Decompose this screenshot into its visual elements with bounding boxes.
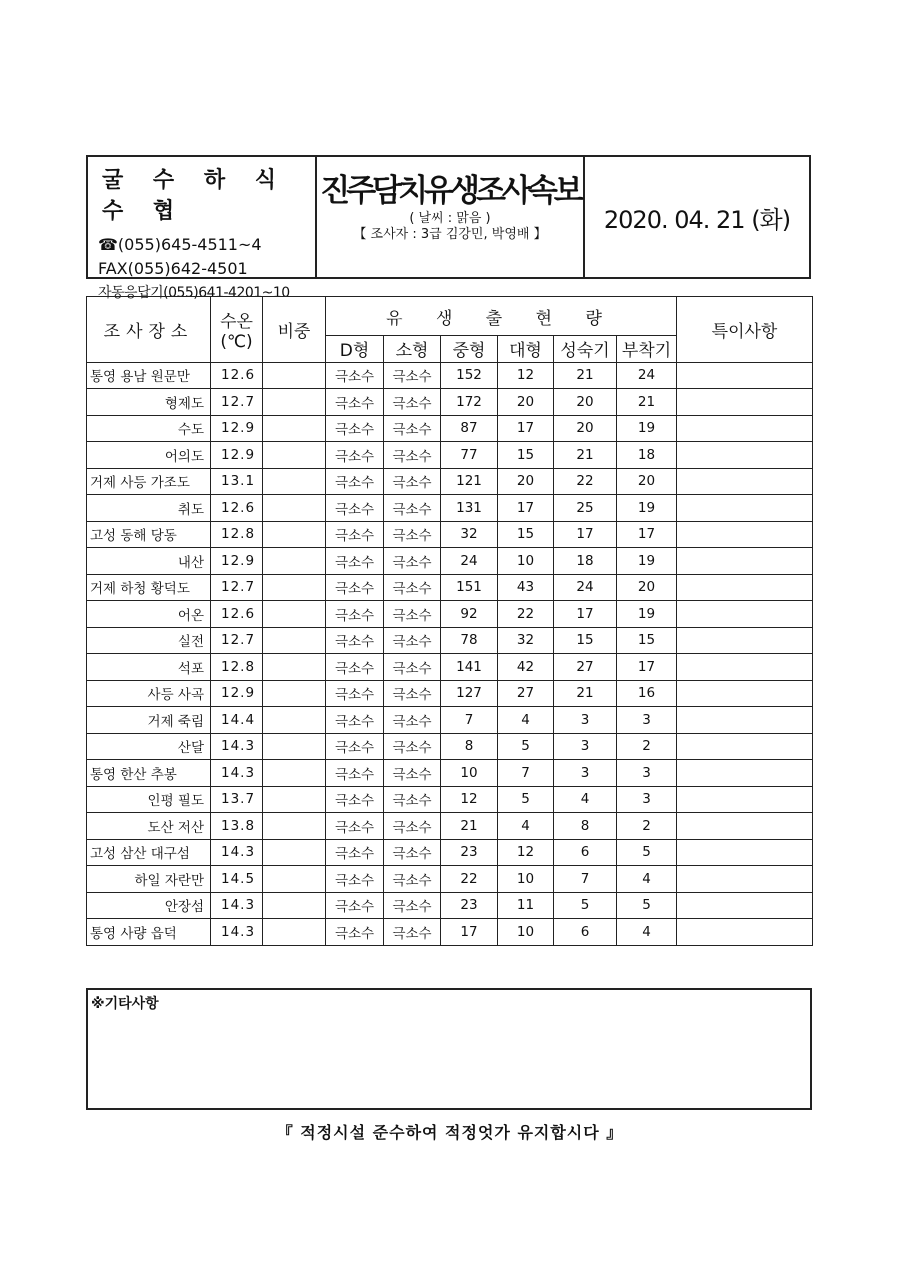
cell-attached: 3: [617, 760, 677, 787]
header-specific-gravity: 비중: [263, 297, 326, 363]
cell-remarks: [677, 919, 813, 946]
cell-remarks: [677, 362, 813, 389]
cell-attached: 21: [617, 389, 677, 416]
cell-remarks: [677, 574, 813, 601]
cell-specific-gravity: [263, 521, 326, 548]
cell-medium: 23: [441, 839, 498, 866]
cell-water-temp: 12.6: [211, 495, 263, 522]
cell-large: 32: [498, 627, 554, 654]
table-row: [87, 521, 813, 548]
cell-remarks: [677, 548, 813, 575]
cell-small: 극소수: [384, 548, 441, 575]
cell-d-type: 극소수: [326, 495, 384, 522]
weather: ( 날씨 : 맑음 ): [409, 211, 491, 226]
cell-d-type: 극소수: [326, 654, 384, 681]
cell-water-temp: 12.9: [211, 415, 263, 442]
cell-location: 산달: [87, 733, 211, 760]
cell-mature: 21: [554, 362, 617, 389]
cell-medium: 22: [441, 866, 498, 893]
header-larvae-group: 유 생 출 현 량: [326, 297, 677, 336]
cell-specific-gravity: [263, 892, 326, 919]
cell-d-type: 극소수: [326, 362, 384, 389]
cell-remarks: [677, 495, 813, 522]
cell-specific-gravity: [263, 362, 326, 389]
cell-mature: 17: [554, 601, 617, 628]
cell-location: 하일 자란만: [87, 866, 211, 893]
cell-attached: 18: [617, 442, 677, 469]
cell-medium: 127: [441, 680, 498, 707]
phone-number: ☎(055)645-4511~4: [98, 235, 262, 254]
cell-water-temp: 12.7: [211, 389, 263, 416]
cell-small: 극소수: [384, 601, 441, 628]
cell-small: 극소수: [384, 786, 441, 813]
cell-specific-gravity: [263, 866, 326, 893]
cell-medium: 21: [441, 813, 498, 840]
cell-specific-gravity: [263, 654, 326, 681]
cell-location: 실전: [87, 627, 211, 654]
surveyor: 【 조사자 : 3급 김강민, 박영배 】: [353, 227, 547, 242]
cell-large: 4: [498, 813, 554, 840]
cell-location: 도산 저산: [87, 813, 211, 840]
cell-medium: 141: [441, 654, 498, 681]
cell-water-temp: 12.9: [211, 442, 263, 469]
other-notes-label: ※기타사항: [91, 996, 159, 1012]
cell-remarks: [677, 389, 813, 416]
cell-mature: 3: [554, 733, 617, 760]
cell-water-temp: 12.8: [211, 521, 263, 548]
cell-large: 27: [498, 680, 554, 707]
cell-d-type: 극소수: [326, 627, 384, 654]
cell-water-temp: 14.3: [211, 839, 263, 866]
cell-water-temp: 14.3: [211, 733, 263, 760]
fax-number: FAX(055)642-4501: [98, 259, 248, 278]
cell-small: 극소수: [384, 442, 441, 469]
cell-remarks: [677, 442, 813, 469]
cell-large: 12: [498, 839, 554, 866]
cell-water-temp: 14.4: [211, 707, 263, 734]
cell-d-type: 극소수: [326, 786, 384, 813]
cell-specific-gravity: [263, 839, 326, 866]
title-block: [317, 157, 585, 277]
cell-medium: 78: [441, 627, 498, 654]
cell-specific-gravity: [263, 707, 326, 734]
cell-d-type: 극소수: [326, 733, 384, 760]
cell-specific-gravity: [263, 468, 326, 495]
cell-water-temp: 12.9: [211, 680, 263, 707]
header-attached: 부착기: [617, 336, 677, 363]
cell-medium: 7: [441, 707, 498, 734]
cell-medium: 77: [441, 442, 498, 469]
cell-small: 극소수: [384, 866, 441, 893]
cell-small: 극소수: [384, 654, 441, 681]
cell-water-temp: 12.7: [211, 627, 263, 654]
cell-medium: 87: [441, 415, 498, 442]
cell-remarks: [677, 680, 813, 707]
table-row: [87, 654, 813, 681]
other-notes-box: [86, 988, 812, 1110]
cell-small: 극소수: [384, 389, 441, 416]
cell-remarks: [677, 733, 813, 760]
header-remarks: 특이사항: [677, 297, 813, 363]
cell-water-temp: 12.9: [211, 548, 263, 575]
cell-small: 극소수: [384, 468, 441, 495]
cell-d-type: 극소수: [326, 601, 384, 628]
cell-attached: 4: [617, 919, 677, 946]
table-row: [87, 627, 813, 654]
cell-mature: 24: [554, 574, 617, 601]
cell-location: 인평 필도: [87, 786, 211, 813]
cell-large: 42: [498, 654, 554, 681]
cell-location: 거제 사등 가조도: [87, 468, 211, 495]
cell-d-type: 극소수: [326, 813, 384, 840]
cell-water-temp: 12.8: [211, 654, 263, 681]
cell-d-type: 극소수: [326, 415, 384, 442]
cell-medium: 23: [441, 892, 498, 919]
cell-location: 석포: [87, 654, 211, 681]
cell-small: 극소수: [384, 919, 441, 946]
cell-location: 고성 동해 당동: [87, 521, 211, 548]
cell-medium: 92: [441, 601, 498, 628]
cell-attached: 3: [617, 707, 677, 734]
table-row: [87, 892, 813, 919]
cell-mature: 3: [554, 707, 617, 734]
cell-specific-gravity: [263, 760, 326, 787]
cell-small: 극소수: [384, 760, 441, 787]
cell-remarks: [677, 866, 813, 893]
table-row: [87, 760, 813, 787]
cell-d-type: 극소수: [326, 548, 384, 575]
cell-attached: 17: [617, 521, 677, 548]
cell-d-type: 극소수: [326, 521, 384, 548]
cell-large: 15: [498, 442, 554, 469]
cell-specific-gravity: [263, 601, 326, 628]
cell-medium: 151: [441, 574, 498, 601]
cell-specific-gravity: [263, 548, 326, 575]
cell-specific-gravity: [263, 733, 326, 760]
cell-remarks: [677, 707, 813, 734]
larvae-survey-table: [86, 296, 813, 946]
cell-d-type: 극소수: [326, 574, 384, 601]
cell-small: 극소수: [384, 627, 441, 654]
cell-location: 내산: [87, 548, 211, 575]
cell-large: 17: [498, 415, 554, 442]
cell-large: 20: [498, 389, 554, 416]
cell-large: 12: [498, 362, 554, 389]
cell-small: 극소수: [384, 521, 441, 548]
cell-specific-gravity: [263, 495, 326, 522]
cell-small: 극소수: [384, 892, 441, 919]
table-row: [87, 866, 813, 893]
cell-d-type: 극소수: [326, 919, 384, 946]
cell-remarks: [677, 415, 813, 442]
cell-mature: 18: [554, 548, 617, 575]
table-row: [87, 919, 813, 946]
cell-d-type: 극소수: [326, 707, 384, 734]
cell-mature: 6: [554, 839, 617, 866]
cell-small: 극소수: [384, 495, 441, 522]
cell-attached: 15: [617, 627, 677, 654]
cell-large: 15: [498, 521, 554, 548]
cell-mature: 3: [554, 760, 617, 787]
cell-water-temp: 12.6: [211, 601, 263, 628]
cell-medium: 172: [441, 389, 498, 416]
header-water-temp: 수온 (℃): [211, 297, 263, 363]
cell-mature: 15: [554, 627, 617, 654]
table-row: [87, 495, 813, 522]
cell-specific-gravity: [263, 919, 326, 946]
cell-remarks: [677, 627, 813, 654]
cell-attached: 5: [617, 839, 677, 866]
cell-specific-gravity: [263, 415, 326, 442]
table-row: [87, 707, 813, 734]
organization-info: [88, 157, 317, 301]
cell-large: 4: [498, 707, 554, 734]
cell-d-type: 극소수: [326, 892, 384, 919]
cell-water-temp: 13.8: [211, 813, 263, 840]
cell-small: 극소수: [384, 813, 441, 840]
cell-large: 7: [498, 760, 554, 787]
cell-specific-gravity: [263, 389, 326, 416]
cell-location: 통영 용남 원문만: [87, 362, 211, 389]
cell-remarks: [677, 839, 813, 866]
organization-name: 굴 수 하 식 수 협: [102, 168, 287, 224]
table-row: [87, 601, 813, 628]
cell-mature: 7: [554, 866, 617, 893]
cell-small: 극소수: [384, 733, 441, 760]
cell-attached: 16: [617, 680, 677, 707]
cell-large: 20: [498, 468, 554, 495]
cell-large: 17: [498, 495, 554, 522]
cell-attached: 3: [617, 786, 677, 813]
cell-attached: 19: [617, 495, 677, 522]
table-row: [87, 415, 813, 442]
cell-attached: 19: [617, 415, 677, 442]
cell-large: 10: [498, 866, 554, 893]
cell-medium: 10: [441, 760, 498, 787]
cell-remarks: [677, 760, 813, 787]
cell-specific-gravity: [263, 813, 326, 840]
cell-remarks: [677, 654, 813, 681]
report-header: [86, 155, 811, 301]
cell-mature: 21: [554, 680, 617, 707]
cell-mature: 27: [554, 654, 617, 681]
cell-location: 수도: [87, 415, 211, 442]
cell-attached: 4: [617, 866, 677, 893]
cell-d-type: 극소수: [326, 760, 384, 787]
header-small: 소형: [384, 336, 441, 363]
cell-location: 거제 죽림: [87, 707, 211, 734]
table-row: [87, 389, 813, 416]
report-title: 진주담치유생조사속보: [320, 173, 580, 209]
table-row: [87, 548, 813, 575]
cell-d-type: 극소수: [326, 389, 384, 416]
header-location: 조사장소: [87, 297, 211, 363]
table-row: [87, 362, 813, 389]
cell-specific-gravity: [263, 680, 326, 707]
table-row: [87, 574, 813, 601]
cell-large: 10: [498, 548, 554, 575]
table-row: [87, 733, 813, 760]
cell-attached: 19: [617, 601, 677, 628]
cell-medium: 17: [441, 919, 498, 946]
cell-location: 거제 하청 황덕도: [87, 574, 211, 601]
cell-location: 안장섬: [87, 892, 211, 919]
header-medium: 중형: [441, 336, 498, 363]
cell-water-temp: 12.6: [211, 362, 263, 389]
cell-location: 통영 한산 추봉: [87, 760, 211, 787]
header-mature: 성숙기: [554, 336, 617, 363]
cell-water-temp: 14.3: [211, 892, 263, 919]
cell-medium: 152: [441, 362, 498, 389]
cell-mature: 6: [554, 919, 617, 946]
cell-location: 어의도: [87, 442, 211, 469]
date-block: [585, 157, 809, 277]
cell-location: 고성 삼산 대구섬: [87, 839, 211, 866]
cell-location: 취도: [87, 495, 211, 522]
cell-water-temp: 13.7: [211, 786, 263, 813]
cell-attached: 20: [617, 574, 677, 601]
cell-small: 극소수: [384, 680, 441, 707]
cell-remarks: [677, 468, 813, 495]
auto-answer-number: 자동응답기(055)641-4201~10: [98, 285, 290, 301]
cell-medium: 24: [441, 548, 498, 575]
cell-mature: 25: [554, 495, 617, 522]
cell-mature: 8: [554, 813, 617, 840]
cell-small: 극소수: [384, 362, 441, 389]
cell-large: 22: [498, 601, 554, 628]
cell-water-temp: 14.3: [211, 919, 263, 946]
cell-location: 형제도: [87, 389, 211, 416]
cell-attached: 20: [617, 468, 677, 495]
table-row: [87, 813, 813, 840]
cell-water-temp: 13.1: [211, 468, 263, 495]
cell-mature: 17: [554, 521, 617, 548]
cell-small: 극소수: [384, 707, 441, 734]
cell-attached: 24: [617, 362, 677, 389]
cell-mature: 22: [554, 468, 617, 495]
cell-specific-gravity: [263, 627, 326, 654]
cell-small: 극소수: [384, 839, 441, 866]
cell-mature: 4: [554, 786, 617, 813]
cell-small: 극소수: [384, 574, 441, 601]
cell-water-temp: 14.3: [211, 760, 263, 787]
table-row: [87, 839, 813, 866]
table-row: [87, 680, 813, 707]
cell-large: 43: [498, 574, 554, 601]
report-date: 2020. 04. 21 (화): [603, 205, 791, 234]
cell-mature: 20: [554, 389, 617, 416]
cell-medium: 8: [441, 733, 498, 760]
cell-remarks: [677, 892, 813, 919]
cell-attached: 19: [617, 548, 677, 575]
cell-medium: 12: [441, 786, 498, 813]
cell-location: 통영 사량 읍덕: [87, 919, 211, 946]
cell-specific-gravity: [263, 442, 326, 469]
cell-d-type: 극소수: [326, 468, 384, 495]
cell-specific-gravity: [263, 574, 326, 601]
cell-water-temp: 12.7: [211, 574, 263, 601]
cell-location: 어온: [87, 601, 211, 628]
footer-slogan: 『 적정시설 준수하여 적정엇가 유지합시다 』: [276, 1123, 624, 1142]
cell-specific-gravity: [263, 786, 326, 813]
cell-location: 사등 사곡: [87, 680, 211, 707]
cell-d-type: 극소수: [326, 442, 384, 469]
cell-remarks: [677, 786, 813, 813]
header-d-type: D형: [326, 336, 384, 363]
cell-d-type: 극소수: [326, 680, 384, 707]
cell-mature: 21: [554, 442, 617, 469]
cell-remarks: [677, 521, 813, 548]
header-large: 대형: [498, 336, 554, 363]
cell-d-type: 극소수: [326, 866, 384, 893]
cell-remarks: [677, 601, 813, 628]
table-row: [87, 786, 813, 813]
cell-medium: 121: [441, 468, 498, 495]
cell-attached: 5: [617, 892, 677, 919]
cell-large: 5: [498, 786, 554, 813]
cell-d-type: 극소수: [326, 839, 384, 866]
cell-attached: 2: [617, 733, 677, 760]
cell-large: 10: [498, 919, 554, 946]
cell-attached: 17: [617, 654, 677, 681]
cell-water-temp: 14.5: [211, 866, 263, 893]
cell-small: 극소수: [384, 415, 441, 442]
table-row: [87, 468, 813, 495]
cell-mature: 5: [554, 892, 617, 919]
cell-large: 11: [498, 892, 554, 919]
cell-medium: 131: [441, 495, 498, 522]
table-row: [87, 442, 813, 469]
cell-medium: 32: [441, 521, 498, 548]
cell-remarks: [677, 813, 813, 840]
cell-mature: 20: [554, 415, 617, 442]
cell-attached: 2: [617, 813, 677, 840]
cell-large: 5: [498, 733, 554, 760]
